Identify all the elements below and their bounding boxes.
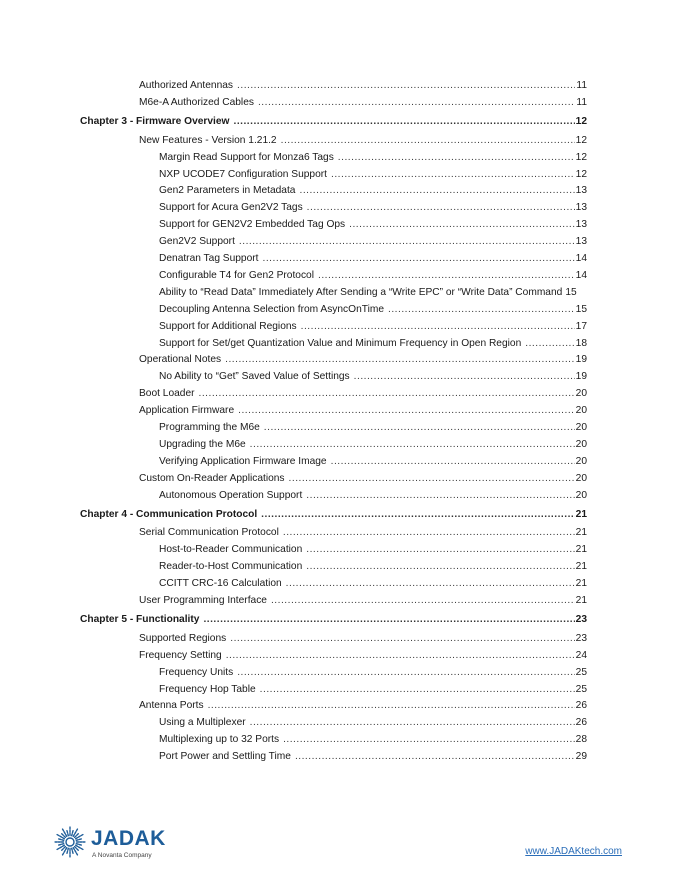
toc-entry-title: Antenna Ports: [139, 700, 204, 712]
toc-entry-title: Gen2V2 Support: [159, 236, 235, 248]
toc-page-number: 12: [575, 134, 587, 146]
toc-page-number: 21: [575, 508, 587, 520]
toc-entry-title: Verifying Application Firmware Image: [159, 455, 327, 467]
toc-entry-title: Denatran Tag Support: [159, 253, 259, 264]
toc-dot-leader: [258, 95, 575, 110]
toc-entry[interactable]: [159, 336, 587, 351]
website-link[interactable]: www.JADAKtech.com: [525, 846, 622, 857]
toc-page-number: 26: [575, 717, 587, 729]
toc-entry[interactable]: [139, 525, 587, 540]
toc-dot-leader: [208, 698, 575, 713]
toc-dot-leader: [261, 507, 574, 522]
toc-dot-leader: [264, 420, 575, 435]
toc-entry-title: M6e-A Authorized Cables: [139, 96, 254, 108]
toc-page-number: 15: [565, 286, 577, 298]
toc-dot-leader: [331, 167, 575, 182]
toc-dot-leader: [283, 732, 575, 747]
toc-page-number: 13: [575, 236, 587, 248]
toc-entry-title: New Features - Version 1.21.2: [139, 134, 277, 146]
toc-dot-leader: [306, 488, 574, 503]
toc-page-number: 18: [575, 337, 587, 349]
toc-entry[interactable]: [159, 285, 587, 300]
toc-dot-leader: [263, 251, 575, 266]
toc-page-number: 28: [575, 734, 587, 746]
toc-page-number: 11: [576, 96, 587, 108]
toc-dot-leader: [388, 302, 575, 317]
toc-page-number: 23: [575, 632, 587, 644]
toc-entry-title: CCITT CRC-16 Calculation: [159, 578, 282, 590]
toc-page-number: 17: [575, 320, 587, 332]
toc-page-number: 13: [575, 202, 587, 214]
toc-page-number: 12: [575, 168, 587, 180]
toc-entry-title: Port Power and Settling Time: [159, 751, 291, 763]
toc-entry[interactable]: [139, 471, 587, 486]
toc-entry[interactable]: [139, 403, 587, 418]
toc-page-number: 19: [575, 371, 587, 383]
toc-entry-title: Configurable T4 for Gen2 Protocol: [159, 269, 314, 281]
toc-dot-leader: [338, 150, 575, 165]
toc-entry[interactable]: [159, 715, 587, 730]
toc-page-number: 20: [575, 388, 587, 400]
toc-entry-title: Chapter 3 - Firmware Overview: [80, 115, 230, 127]
toc-entry[interactable]: [139, 95, 587, 110]
toc-dot-leader: [299, 183, 574, 198]
toc-page-number: 20: [575, 455, 587, 467]
toc-entry[interactable]: [159, 488, 587, 503]
toc-entry-title: Using a Multiplexer: [159, 717, 246, 729]
toc-page-number: 29: [575, 751, 587, 763]
toc-entry-title: Serial Communication Protocol: [139, 527, 279, 539]
toc-entry[interactable]: [159, 251, 587, 266]
toc-entry[interactable]: [159, 183, 587, 198]
toc-page-number: 14: [575, 269, 587, 281]
toc-chapter-entry[interactable]: [80, 612, 587, 627]
toc-entry[interactable]: [159, 167, 587, 182]
toc-chapter-entry[interactable]: [80, 114, 587, 129]
toc-entry-title: Chapter 5 - Functionality: [80, 613, 200, 625]
toc-page-number: 25: [575, 666, 587, 678]
toc-dot-leader: [225, 352, 575, 367]
toc-entry[interactable]: [139, 698, 587, 713]
toc-entry-title: Frequency Units: [159, 666, 234, 678]
toc-dot-leader: [283, 525, 575, 540]
toc-dot-leader: [238, 403, 575, 418]
toc-entry-title: Application Firmware: [139, 405, 235, 417]
toc-entry[interactable]: [159, 576, 587, 591]
toc-page-number: 13: [575, 185, 587, 197]
toc-page-number: 20: [575, 472, 587, 484]
toc-dot-leader: [233, 114, 574, 129]
toc-entry[interactable]: [139, 352, 587, 367]
toc-dot-leader: [301, 319, 575, 334]
toc-entry-title: Supported Regions: [139, 632, 227, 644]
toc-entry[interactable]: [159, 268, 587, 283]
toc-page-number: 23: [575, 613, 587, 625]
toc-dot-leader: [286, 576, 575, 591]
toc-entry-title: Multiplexing up to 32 Ports: [159, 734, 280, 746]
toc-dot-leader: [271, 593, 575, 608]
toc-entry-title: Support for GEN2V2 Embedded Tag Ops: [159, 219, 346, 231]
toc-page-number: 15: [575, 303, 587, 315]
toc-entry[interactable]: [159, 369, 587, 384]
toc-page-number: 20: [575, 422, 587, 433]
toc-dot-leader: [250, 715, 575, 730]
toc-page-number: 13: [575, 219, 587, 231]
toc-page-number: 21: [575, 578, 587, 590]
toc-entry-title: Autonomous Operation Support: [159, 489, 303, 501]
toc-dot-leader: [237, 78, 575, 93]
toc-page-number: 12: [575, 151, 587, 163]
toc-entry-title: NXP UCODE7 Configuration Support: [159, 168, 327, 180]
toc-entry-title: Gen2 Parameters in Metadata: [159, 185, 296, 197]
toc-entry[interactable]: [159, 150, 587, 165]
toc-entry[interactable]: [159, 319, 587, 334]
toc-dot-leader: [203, 612, 574, 627]
toc-entry[interactable]: [159, 732, 587, 747]
toc-entry-title: Support for Additional Regions: [159, 320, 297, 332]
toc-dot-leader: [295, 749, 575, 764]
toc-dot-leader: [239, 234, 575, 249]
toc-page-number: 11: [576, 80, 587, 91]
toc-entry-title: Operational Notes: [139, 354, 222, 366]
toc-dot-leader: [306, 559, 574, 574]
toc-dot-leader: [260, 682, 575, 697]
toc-page-number: 12: [575, 115, 587, 127]
toc-entry[interactable]: [159, 749, 587, 764]
toc-entry[interactable]: [139, 78, 587, 93]
toc-entry[interactable]: [139, 133, 587, 148]
toc-entry[interactable]: [159, 200, 587, 215]
toc-dot-leader: [199, 386, 575, 401]
toc-entry-title: Authorized Antennas: [139, 80, 234, 91]
toc-dot-leader: [250, 437, 575, 452]
toc-entry[interactable]: [159, 217, 587, 232]
toc-entry[interactable]: [159, 559, 587, 574]
toc-entry-title: No Ability to “Get” Saved Value of Settings: [159, 371, 350, 383]
toc-entry-title: Decoupling Antenna Selection from AsyncOnTime: [159, 303, 384, 315]
toc-entry[interactable]: [139, 631, 587, 646]
toc-page-number: 20: [575, 489, 587, 501]
toc-dot-leader: [349, 217, 575, 232]
toc-dot-leader: [525, 336, 574, 351]
toc-entry-title: Support for Acura Gen2V2 Tags: [159, 202, 303, 214]
toc-entry[interactable]: [159, 542, 587, 557]
toc-page-number: 19: [575, 354, 587, 366]
toc-page-number: 14: [575, 253, 587, 264]
toc-entry[interactable]: [159, 234, 587, 249]
toc-entry-title: Chapter 4 - Communication Protocol: [80, 508, 258, 520]
toc-entry[interactable]: [159, 302, 587, 317]
toc-entry-title: Frequency Hop Table: [159, 683, 256, 695]
toc-entry-title: Boot Loader: [139, 388, 195, 400]
toc-page-number: 20: [575, 438, 587, 450]
toc-page-number: 25: [575, 683, 587, 695]
logo-tagline: A Novanta Company: [92, 852, 152, 859]
jadak-burst-icon: [52, 824, 88, 860]
logo-wordmark: JADAK: [91, 827, 166, 850]
toc-dot-leader: [230, 631, 574, 646]
toc-entry[interactable]: [139, 386, 587, 401]
toc-page-number: 21: [575, 595, 587, 606]
toc-entry[interactable]: [159, 437, 587, 452]
toc-chapter-entry[interactable]: [80, 507, 587, 522]
toc-entry[interactable]: [139, 593, 587, 608]
toc-entry-title: Programming the M6e: [159, 422, 260, 433]
toc-entry-title: Custom On-Reader Applications: [139, 472, 285, 484]
toc-entry-title: Margin Read Support for Monza6 Tags: [159, 151, 334, 163]
toc-page-number: 20: [575, 405, 587, 417]
toc-dot-leader: [281, 133, 575, 148]
toc-entry-title: Upgrading the M6e: [159, 438, 246, 450]
toc-entry-title: Support for Set/get Quantization Value and Minimum Frequency in Open Region: [159, 337, 522, 349]
toc-entry-title: Reader-to-Host Communication: [159, 561, 303, 573]
toc-page-number: 21: [575, 544, 587, 556]
toc-entry[interactable]: [159, 665, 587, 680]
toc-page-number: 21: [575, 561, 587, 573]
toc-page-number: 21: [575, 527, 587, 539]
toc-page-number: 26: [575, 700, 587, 712]
toc-dot-leader: [289, 471, 575, 486]
toc-entry-title: User Programming Interface: [139, 595, 267, 606]
toc-entry[interactable]: [159, 420, 587, 435]
toc-dot-leader: [226, 648, 575, 663]
toc-entry-title: Ability to “Read Data” Immediately After Sending a “Write EPC” or “Write Data” Command: [159, 286, 563, 298]
toc-entry[interactable]: [159, 454, 587, 469]
toc-dot-leader: [307, 200, 575, 215]
toc-page-number: 24: [575, 649, 587, 661]
toc-dot-leader: [318, 268, 575, 283]
toc-dot-leader: [331, 454, 575, 469]
toc-entry-title: Host-to-Reader Communication: [159, 544, 303, 556]
toc-entry[interactable]: [159, 682, 587, 697]
toc-entry-title: Frequency Setting: [139, 649, 222, 661]
jadak-logo: [52, 824, 172, 864]
toc-dot-leader: [237, 665, 574, 680]
toc-dot-leader: [354, 369, 575, 384]
toc-dot-leader: [306, 542, 574, 557]
toc-entry[interactable]: [139, 648, 587, 663]
